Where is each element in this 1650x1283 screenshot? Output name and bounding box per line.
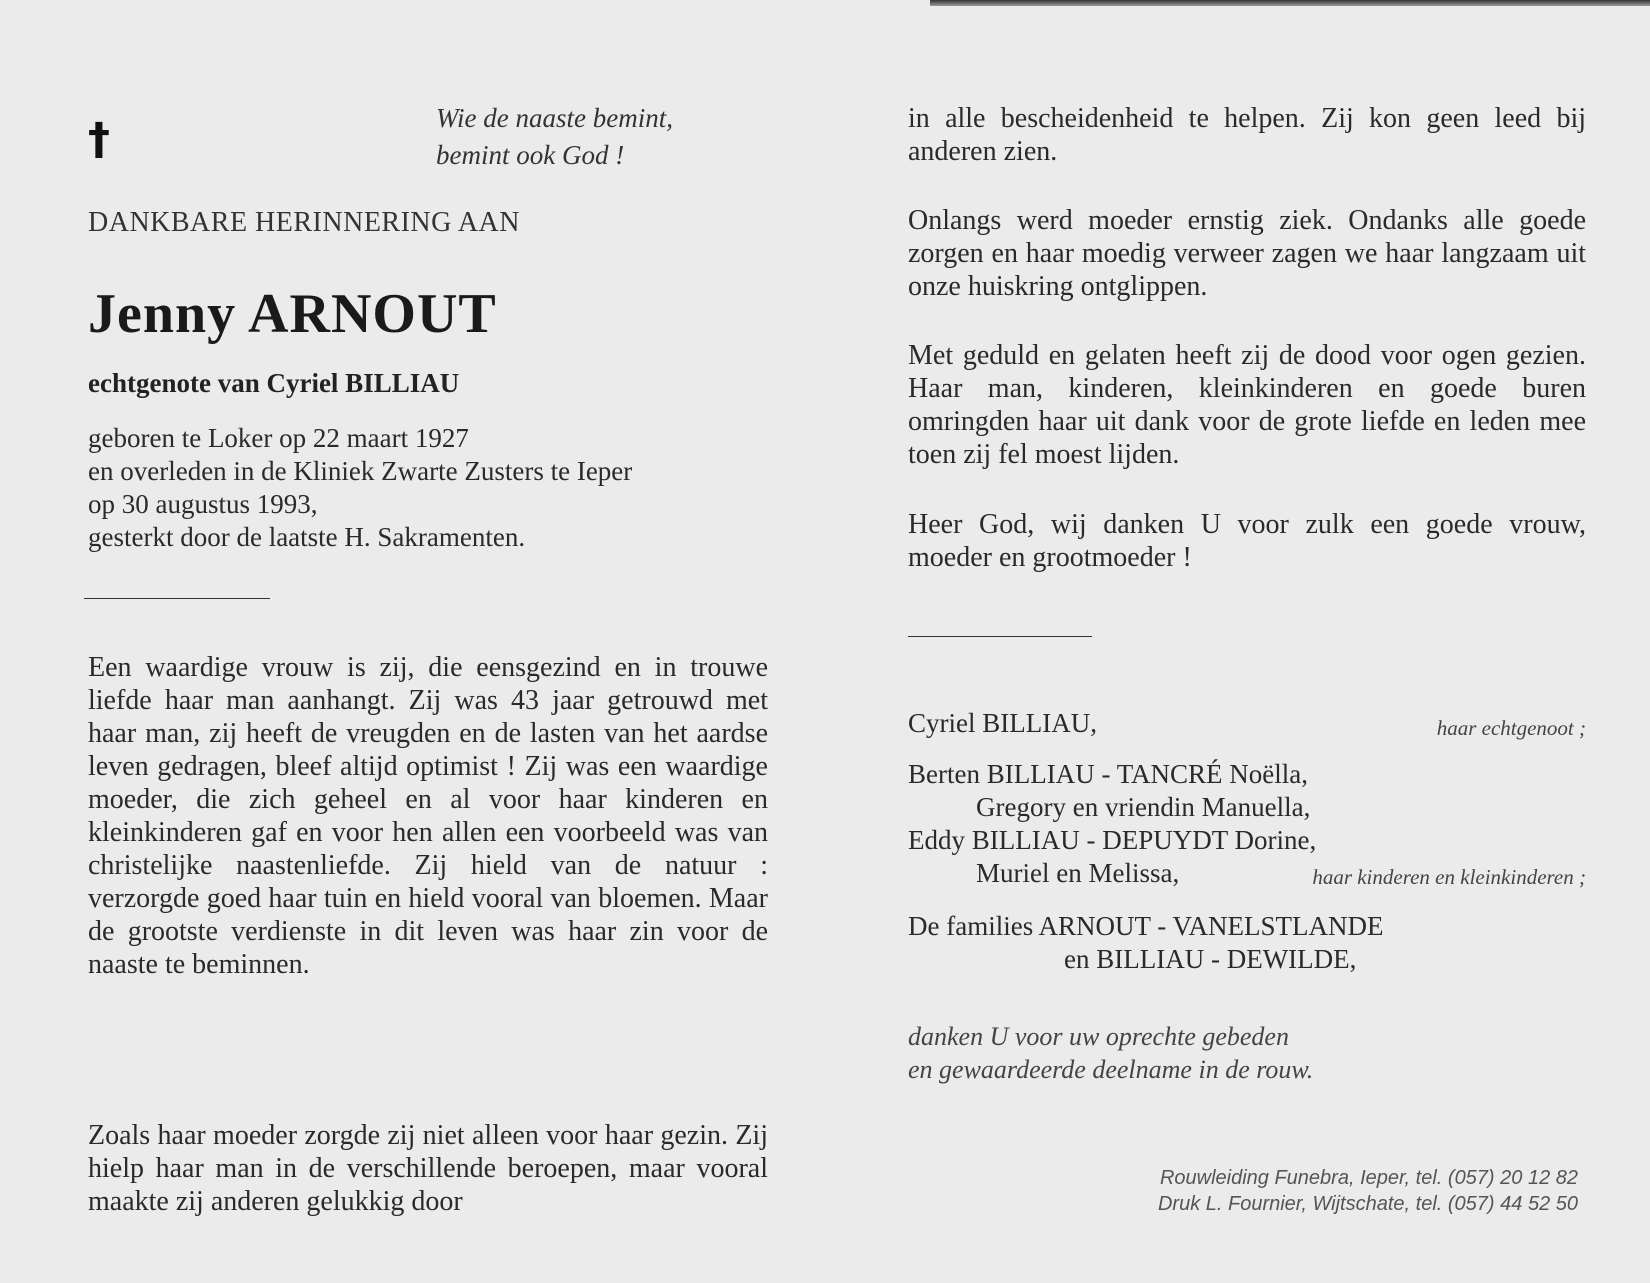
left-paragraph-2: Zoals haar moeder zorgde zij niet alleen voor haar gezin. Zij hielp haar man in de verschillende beroepen, maar vooral maakte zij anderen gelukkig door [88, 1120, 768, 1217]
family-child-1: Berten BILLIAU - TANCRÉ Noëlla, [908, 759, 1309, 789]
printer-credits [1158, 1165, 1578, 1217]
thanks-line-1: danken U voor uw oprechte gebeden [908, 1022, 1289, 1051]
motto-line-2: bemint ook God ! [436, 140, 625, 170]
family-grandchild-1: Gregory en vriendin Manuella, [976, 792, 1311, 822]
families-line-2: en BILLIAU - DEWILDE, [1064, 944, 1357, 974]
left-divider [84, 598, 270, 599]
thanks-line-2: en gewaardeerde deelname in de rouw. [908, 1055, 1314, 1084]
right-paragraph-1: in alle bescheidenheid te helpen. Zij kon geen leed bij anderen zien. [908, 103, 1586, 167]
family-grandchild-2: Muriel en Melissa, [976, 858, 1180, 888]
bio-line-1: geboren te Loker op 22 maart 1927 [88, 423, 469, 453]
deceased-name: Jenny ARNOUT [88, 283, 497, 345]
printer-line-2: Druk L. Fournier, Wijtschate, tel. (057) 44 52 50 [1157, 1193, 1578, 1215]
right-paragraph-4: Heer God, wij danken U voor zulk een goede vrouw, moeder en grootmoeder ! [908, 509, 1586, 573]
biography [88, 422, 632, 554]
printer-line-1: Rouwleiding Funebra, Ieper, tel. (057) 20 12 82 [1159, 1167, 1578, 1189]
left-paragraph-1: Een waardige vrouw is zij, die eensgezind en in trouwe liefde haar man aanhangt. Zij was 43 jaar getrouwd met haar man, zij heeft de vreugden en de lasten van het aardse leven gedragen, bleef altijd optimist ! Zij was een waardige moeder, die zich geheel en al voor haar kinderen en kleinkinderen gaf en voor hen allen een voorbeeld was van christelijke naastenliefde. Zij hield van de natuur : verzorgde goed haar tuin en hield vooral van bloemen. Maar de grootste verdienste in dit leven was haar zin voor de naaste te beminnen. [88, 652, 768, 980]
family-husband: Cyriel BILLIAU, [908, 708, 1097, 738]
right-divider [908, 636, 1092, 637]
spouse-line: echtgenote van Cyriel BILLIAU [88, 368, 460, 398]
motto-line-1: Wie de naaste bemint, [436, 103, 673, 133]
bio-line-2: en overleden in de Kliniek Zwarte Zusters te Ieper [88, 456, 633, 486]
right-paragraph-2: Onlangs werd moeder ernstig ziek. Ondanks alle goede zorgen en haar moedig verweer zagen we haar langzaam uit onze huiskring ontglippen. [908, 205, 1586, 302]
scan-edge-line [930, 0, 1650, 6]
thanks [908, 1020, 1313, 1086]
right-paragraph-3: Met geduld en gelaten heeft zij de dood voor ogen gezien. Haar man, kinderen, kleinkinderen en goede buren omringden haar uit dank voor de grote liefde en leden mee toen zij fel moest lijden. [908, 340, 1586, 470]
cross-icon: † [88, 114, 110, 165]
bio-line-4: gesterkt door de laatste H. Sakramenten. [88, 522, 526, 552]
bio-line-3: op 30 augustus 1993, [88, 489, 318, 519]
husband-role: haar echtgenoot ; [1436, 716, 1586, 740]
family-child-2: Eddy BILLIAU - DEPUYDT Dorine, [908, 825, 1317, 855]
children-role: haar kinderen en kleinkinderen ; [1312, 865, 1586, 889]
families-line-1: De families ARNOUT - VANELSTLANDE [908, 911, 1384, 941]
card-heading: DANKBARE HERINNERING AAN [88, 207, 520, 238]
motto [436, 100, 673, 174]
